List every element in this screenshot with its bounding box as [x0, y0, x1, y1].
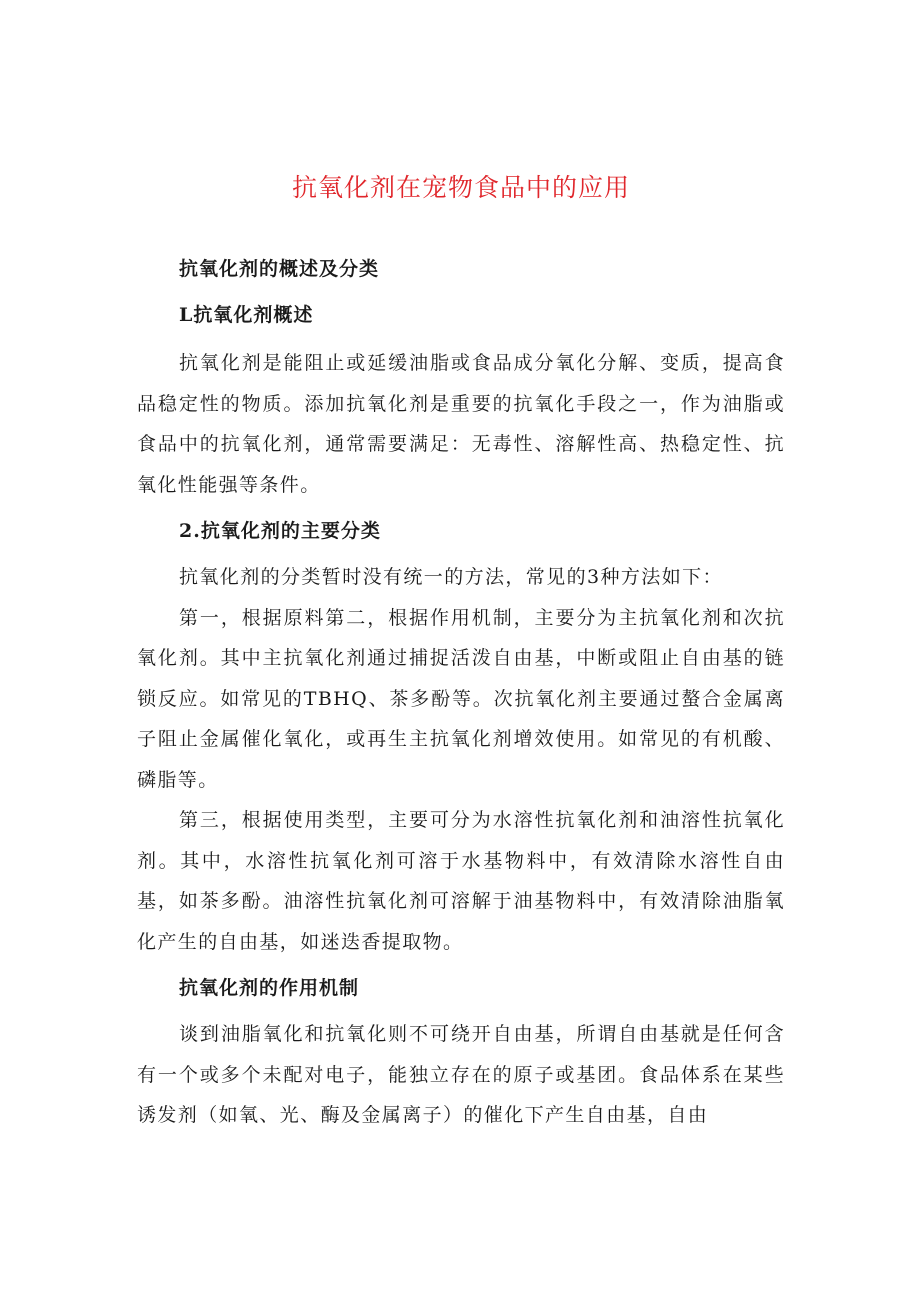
paragraph-mechanism-classification: 第一，根据原料第二，根据作用机制，主要分为主抗氧化剂和次抗氧化剂。其中主抗氧化剂通过捕捉活泼自由基，中断或阻止自由基的链锁反应。如常见的TBHQ、茶多酚等。次抗氧化剂主要通过螯合金属离子阻止金属催化氧化，或再生主抗氧化剂增效使用。如常见的有机酸、磷脂等。: [137, 606, 785, 791]
document-body: [137, 249, 785, 1136]
paragraph-usage-classification: 第三，根据使用类型，主要可分为水溶性抗氧化剂和油溶性抗氧化剂。其中，水溶性抗氧化剂可溶于水基物料中，有效清除水溶性自由基，如茶多酚。油溶性抗氧化剂可溶解于油基物料中，有效清除油脂氧化产生的自由基，如迷迭香提取物。: [137, 809, 785, 953]
document-title: 抗氧化剂在宠物食品中的应用: [291, 173, 630, 202]
subheading-classification: 2.抗氧化剂的主要分类: [179, 520, 381, 542]
paragraph-free-radicals: 谈到油脂氧化和抗氧化则不可绕开自由基，所谓自由基就是任何含有一个或多个未配对电子，能独立存在的原子或基团。食品体系在某些诱发剂（如氧、光、酶及金属离子）的催化下产生自由基，自由: [137, 1023, 785, 1126]
section-heading-overview-classification: 抗氧化剂的概述及分类: [179, 258, 380, 280]
subheading-overview: L抗氧化剂概述: [179, 304, 314, 326]
section-heading-mechanism: 抗氧化剂的作用机制: [179, 977, 360, 999]
paragraph-definition: 抗氧化剂是能阻止或延缓油脂或食品成分氧化分解、变质，提高食品稳定性的物质。添加抗氧化剂是重要的抗氧化手段之一，作为油脂或食品中的抗氧化剂，通常需要满足：无毒性、溶解性高、热稳定性、抗氧化性能强等条件。: [137, 352, 785, 496]
paragraph-classification-intro: 抗氧化剂的分类暂时没有统一的方法，常见的3种方法如下：: [179, 566, 723, 588]
